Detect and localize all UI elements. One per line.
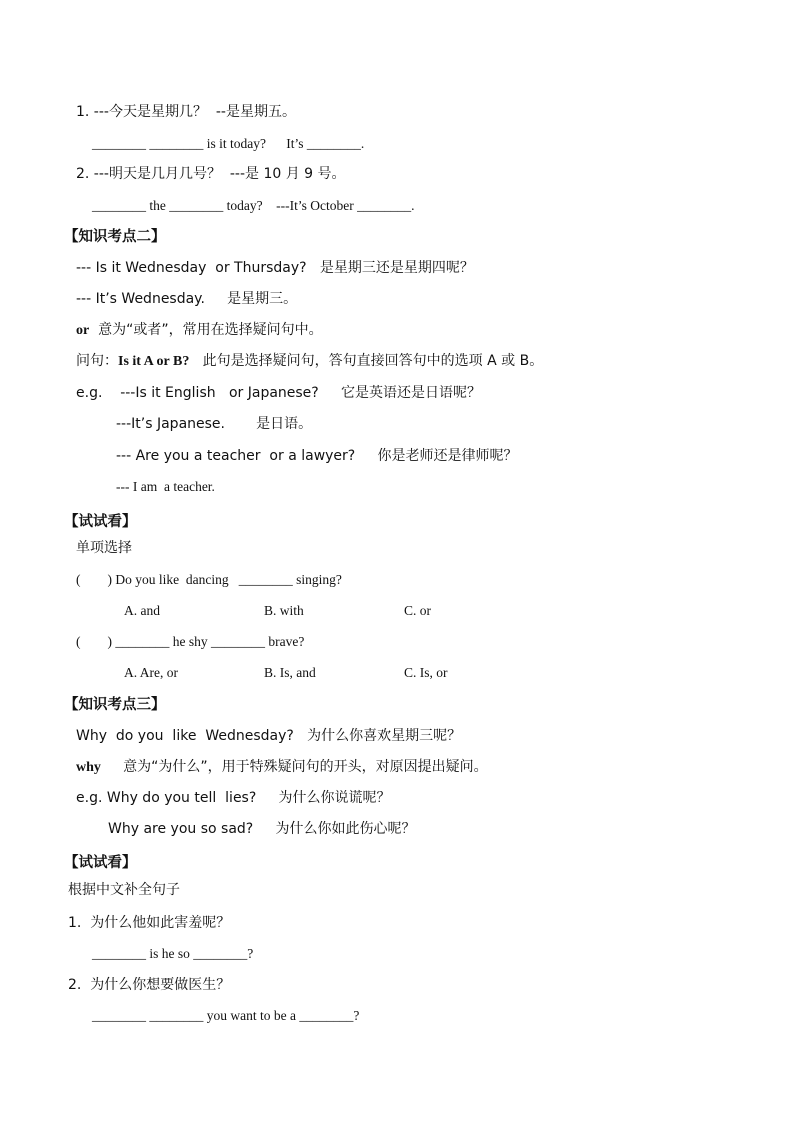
eg-line: e.g. ---Is it English or Japanese? 它是英语还是日语呢？ [76, 385, 481, 401]
section-heading-point-2: 【知识考点二】 [64, 229, 166, 245]
question-1: 1. ---今天是星期几？ --是星期五。 [76, 104, 296, 120]
eg-line: --- Are you a teacher or a lawyer? 你是老师还是律师呢？ [116, 448, 518, 464]
translation-question-2: 2. 为什么你想要做医生？ [68, 977, 231, 993]
exercise-title: 单项选择 [76, 540, 132, 556]
translation-answer-2: ________ ________ you want to be a ________? [92, 1008, 360, 1023]
or-note: 意为“或者”，常用在选择疑问句中。 [89, 322, 323, 338]
section-heading-try: 【试试看】 [64, 514, 137, 530]
pattern-note: 此句是选择疑问句，答句直接回答句中的选项 A 或 B。 [189, 353, 544, 369]
question-2: 2. ---明天是几月几号？ ---是 10 月 9 号。 [76, 166, 346, 182]
example-line: Why do you like Wednesday? 为什么你喜欢星期三呢？ [76, 728, 462, 744]
why-explanation [76, 757, 488, 778]
mc-question-1: ( ) Do you like dancing ________ singing? [76, 572, 342, 587]
eg-line: e.g. Why do you tell lies? 为什么你说谎呢？ [76, 790, 391, 806]
keyword-or: or [76, 323, 90, 338]
keyword-why: why [76, 760, 101, 775]
mc-option-c: C. or [404, 603, 431, 618]
mc-option-a: A. Are, or [124, 665, 178, 680]
eg-line: Why are you so sad? 为什么你如此伤心呢？ [108, 821, 416, 837]
mc-option-a: A. and [124, 603, 160, 618]
translation-answer-1: ________ is he so ________? [92, 946, 254, 961]
example-line: --- Is it Wednesday or Thursday? 是星期三还是星期四呢？ [76, 260, 474, 276]
why-note: 意为“为什么”，用于特殊疑问句的开头，对原因提出疑问。 [100, 759, 488, 775]
section-heading-try: 【试试看】 [64, 855, 137, 871]
answer-line-2: ________ the ________ today? ---It’s October ________. [92, 198, 415, 213]
or-explanation [76, 320, 323, 341]
example-line: --- It’s Wednesday. 是星期三。 [76, 291, 298, 307]
mc-option-b: B. Is, and [264, 665, 316, 680]
pattern-formula: Is it A or B? [118, 354, 190, 369]
eg-line: ---It’s Japanese. 是日语。 [116, 416, 313, 432]
mc-option-b: B. with [264, 603, 304, 618]
mc-question-2: ( ) ________ he shy ________ brave? [76, 634, 305, 649]
section-heading-point-3: 【知识考点三】 [64, 697, 166, 713]
eg-line: --- I am a teacher. [116, 479, 215, 494]
mc-option-c: C. Is, or [404, 665, 448, 680]
translation-question-1: 1. 为什么他如此害羞呢？ [68, 915, 231, 931]
pattern-label: 问句： [76, 353, 118, 369]
answer-line-1: ________ ________ is it today? It’s ________. [92, 136, 365, 151]
exercise-title: 根据中文补全句子 [68, 882, 180, 898]
question-pattern [76, 351, 543, 372]
